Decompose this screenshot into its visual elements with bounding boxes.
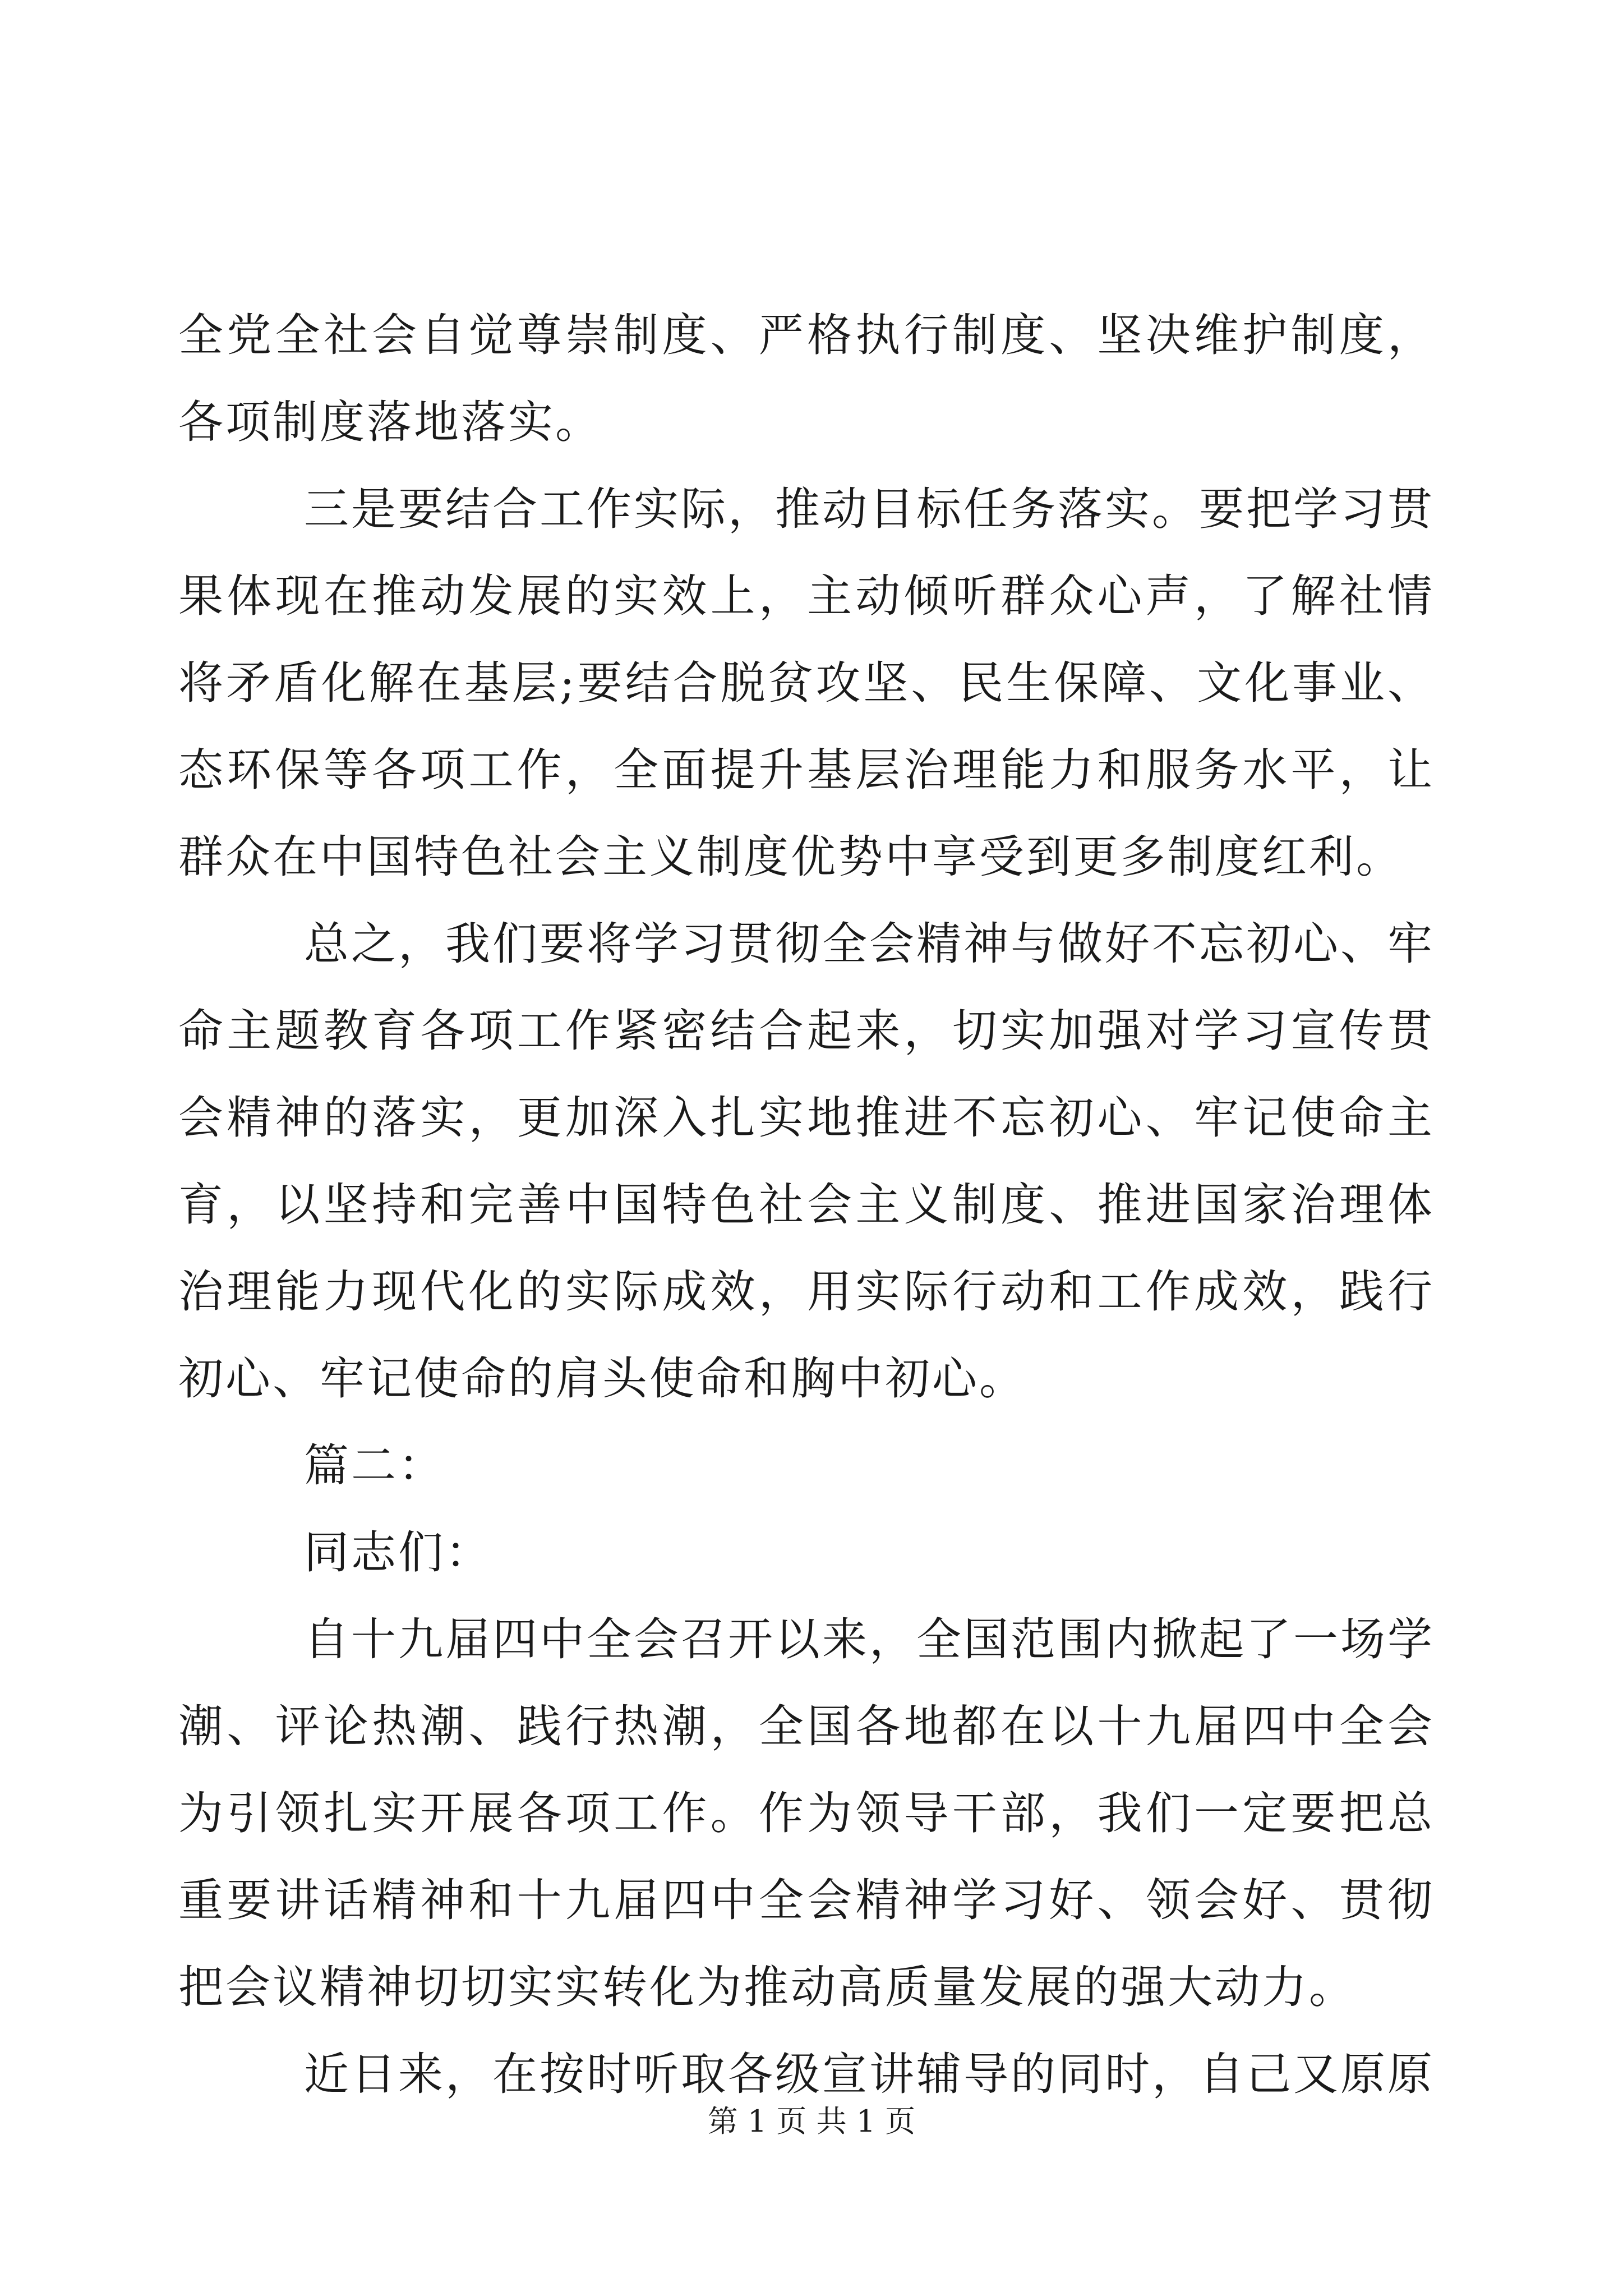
page-footer: 第 1 页 共 1 页 xyxy=(707,2104,916,2139)
text-line: 三是要结合工作实际，推动目标任务落实。要把学习贯 xyxy=(304,483,1435,535)
text-line: 将矛盾化解在基层;要结合脱贫攻坚、民生保障、文化事业、 xyxy=(178,657,1435,709)
text-line: 自十九届四中全会召开以来，全国范围内掀起了一场学 xyxy=(304,1613,1435,1665)
text-line: 把会议精神切切实实转化为推动高质量发展的强大动力。 xyxy=(178,1961,1356,2013)
text-line: 群众在中国特色社会主义制度优势中享受到更多制度红利。 xyxy=(178,831,1403,883)
text-line: 各项制度落地落实。 xyxy=(178,396,602,448)
text-line: 为引领扎实开展各项工作。作为领导干部，我们一定要把总 xyxy=(178,1787,1435,1839)
text-line: 篇二： xyxy=(304,1439,445,1492)
text-line: 治理能力现代化的实际成效，用实际行动和工作成效，践行 xyxy=(178,1266,1435,1318)
text-line: 命主题教育各项工作紧密结合起来，切实加强对学习宣传贯 xyxy=(178,1005,1435,1057)
text-line: 重要讲话精神和十九届四中全会精神学习好、领会好、贯彻 xyxy=(178,1874,1435,1926)
text-line: 同志们： xyxy=(304,1526,492,1579)
text-line: 态环保等各项工作，全面提升基层治理能力和服务水平，让 xyxy=(178,744,1435,796)
text-line: 潮、评论热潮、践行热潮，全国各地都在以十九届四中全会 xyxy=(178,1700,1435,1752)
text-line: 总之，我们要将学习贯彻全会精神与做好不忘初心、牢 xyxy=(304,918,1435,970)
body-text xyxy=(178,292,1435,2118)
text-line: 果体现在推动发展的实效上，主动倾听群众心声，了解社情 xyxy=(178,570,1435,622)
text-line: 育，以坚持和完善中国特色社会主义制度、推进国家治理体 xyxy=(178,1179,1435,1231)
text-line: 全党全社会自觉尊崇制度、严格执行制度、坚决维护制度， xyxy=(178,309,1435,361)
text-line: 会精神的落实，更加深入扎实地推进不忘初心、牢记使命主 xyxy=(178,1092,1435,1144)
text-line: 近日来，在按时听取各级宣讲辅导的同时，自己又原原 xyxy=(304,2048,1435,2100)
text-line: 初心、牢记使命的肩头使命和胸中初心。 xyxy=(178,1352,1026,1405)
